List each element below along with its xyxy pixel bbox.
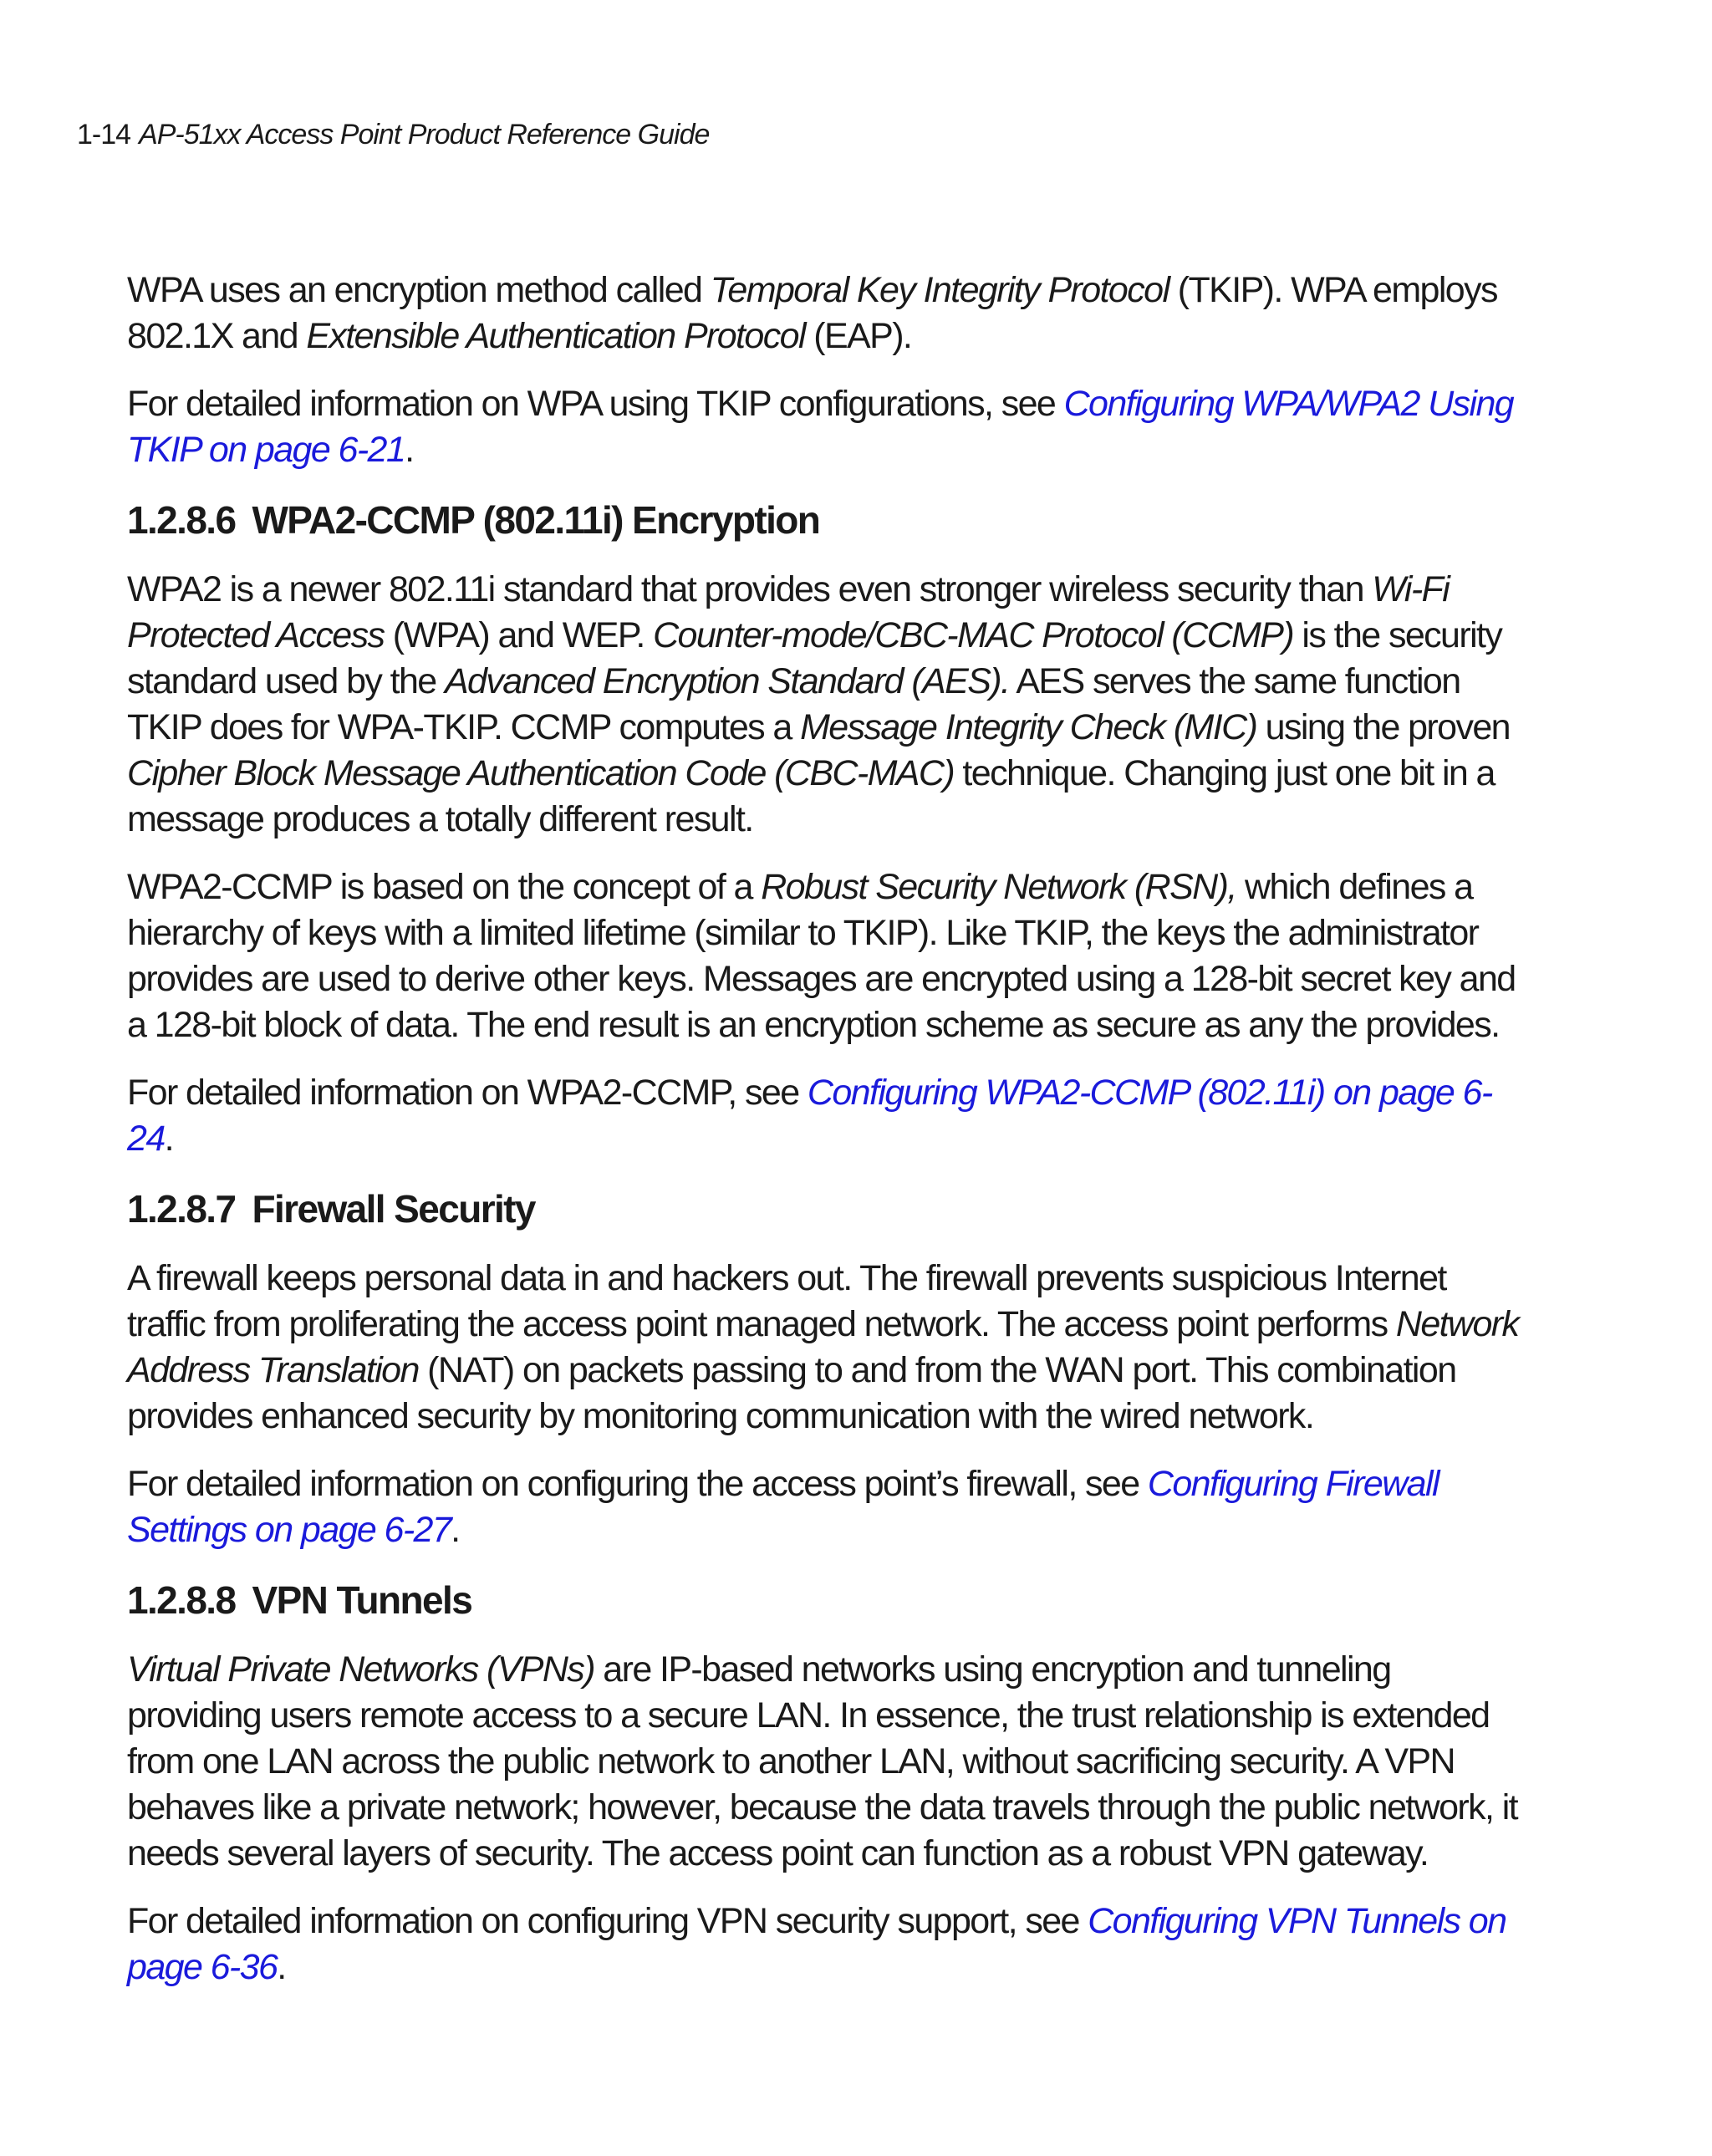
- italic-term: Network Address Translation: [127, 1304, 1519, 1390]
- section-heading-firewall: [127, 1184, 1531, 1234]
- section-title: Firewall Security: [252, 1187, 535, 1231]
- text-run: which defines a hierarchy of keys with a limited lifetime (similar to TKIP). Like TKIP, the keys the administrator provides are used to derive other keys. Messages are encrypted using a 128-bit secret key and a 128-bit block of data. The end result is an encryption scheme as secure as any the provides.: [127, 867, 1516, 1045]
- text-run: (EAP).: [804, 316, 912, 356]
- text-run: are IP-based networks using encryption and tunneling providing users remote access to a secure LAN. In essence, the trust relationship is extended from one LAN across the public network to another LAN, without sacrificing security. A VPN behaves like a private network; however, because the data travels through the public network, it needs several layers of security. The access point can function as a robust VPN gateway.: [127, 1649, 1518, 1873]
- text-run: using the proven: [1256, 707, 1510, 747]
- wpa2-reference-paragraph: [127, 1070, 1531, 1162]
- section-title: VPN Tunnels: [252, 1578, 472, 1622]
- italic-term: Counter-mode/CBC-MAC Protocol (CCMP): [653, 615, 1294, 655]
- firewall-paragraph: [127, 1256, 1531, 1440]
- firewall-settings-link[interactable]: Configuring Firewall Settings on page 6-27: [127, 1464, 1439, 1550]
- text-run: WPA2-CCMP is based on the concept of a: [127, 867, 762, 907]
- text-run: WPA2 is a newer 802.11i standard that provides even stronger wireless security than: [127, 569, 1373, 609]
- italic-term: Temporal Key Integrity Protocol: [710, 270, 1169, 310]
- text-run: .: [164, 1119, 173, 1159]
- text-run: A firewall keeps personal data in and hackers out. The firewall prevents suspicious Internet traffic from proliferating the access point managed network. The access point performs: [127, 1258, 1446, 1344]
- intro-reference-paragraph: [127, 381, 1531, 473]
- italic-term: Extensible Authentication Protocol: [306, 316, 805, 356]
- text-run: For detailed information on WPA using TKIP configurations, see: [127, 384, 1064, 424]
- text-run: .: [451, 1510, 460, 1550]
- text-run: (NAT) on packets passing to and from the WAN port. This combination provides enhanced security by monitoring communication with the wired network.: [127, 1350, 1456, 1436]
- italic-term: Wi-Fi Protected Access: [127, 569, 1450, 655]
- section-heading-vpn: [127, 1575, 1531, 1625]
- wpa2-ccmp-link[interactable]: Configuring WPA2-CCMP (802.11i) on page 6-24: [127, 1073, 1492, 1159]
- vpn-tunnels-link[interactable]: Configuring VPN Tunnels on page 6-36: [127, 1901, 1506, 1987]
- guide-title: AP-51xx Access Point Product Reference Guide: [139, 119, 710, 150]
- text-run: (WPA) and WEP.: [384, 615, 654, 655]
- text-run: For detailed information on configuring VPN security support, see: [127, 1901, 1088, 1941]
- text-run: is the security standard used by the: [127, 615, 1502, 701]
- text-run: AES serves the same function TKIP does for WPA-TKIP. CCMP computes a: [127, 661, 1460, 747]
- wpa2-rsn-paragraph: [127, 864, 1531, 1048]
- italic-term: Cipher Block Message Authentication Code (CBC-MAC): [127, 753, 955, 793]
- italic-term: Message Integrity Check (MIC): [800, 707, 1257, 747]
- section-title: WPA2-CCMP (802.11i) Encryption: [252, 498, 820, 542]
- text-run: technique. Changing just one bit in a message produces a totally different result.: [127, 753, 1495, 839]
- vpn-reference-paragraph: [127, 1899, 1531, 1990]
- text-run: .: [277, 1947, 286, 1987]
- section-number: 1.2.8.6: [127, 498, 236, 542]
- page-number: 1-14: [77, 119, 131, 150]
- text-run: .: [405, 430, 414, 470]
- text-run: For detailed information on configuring the access point’s firewall, see: [127, 1464, 1148, 1504]
- page-header: [77, 119, 709, 151]
- text-run: (TKIP). WPA employs 802.1X and: [127, 270, 1497, 356]
- wpa2-paragraph: [127, 567, 1531, 843]
- wpa-tkip-link[interactable]: Configuring WPA/WPA2 Using TKIP on page 6-21: [127, 384, 1514, 470]
- italic-term: Robust Security Network (RSN),: [761, 867, 1236, 907]
- text-run: WPA uses an encryption method called: [127, 270, 711, 310]
- intro-paragraph: [127, 268, 1531, 359]
- text-run: For detailed information on WPA2-CCMP, see: [127, 1073, 808, 1113]
- firewall-reference-paragraph: [127, 1461, 1531, 1553]
- section-number: 1.2.8.7: [127, 1187, 236, 1231]
- section-heading-wpa2: [127, 495, 1531, 545]
- page-content: [127, 268, 1531, 2012]
- section-number: 1.2.8.8: [127, 1578, 236, 1622]
- italic-term: Virtual Private Networks (VPNs): [127, 1649, 594, 1690]
- italic-term: Advanced Encryption Standard (AES).: [444, 661, 1010, 701]
- vpn-paragraph: [127, 1647, 1531, 1877]
